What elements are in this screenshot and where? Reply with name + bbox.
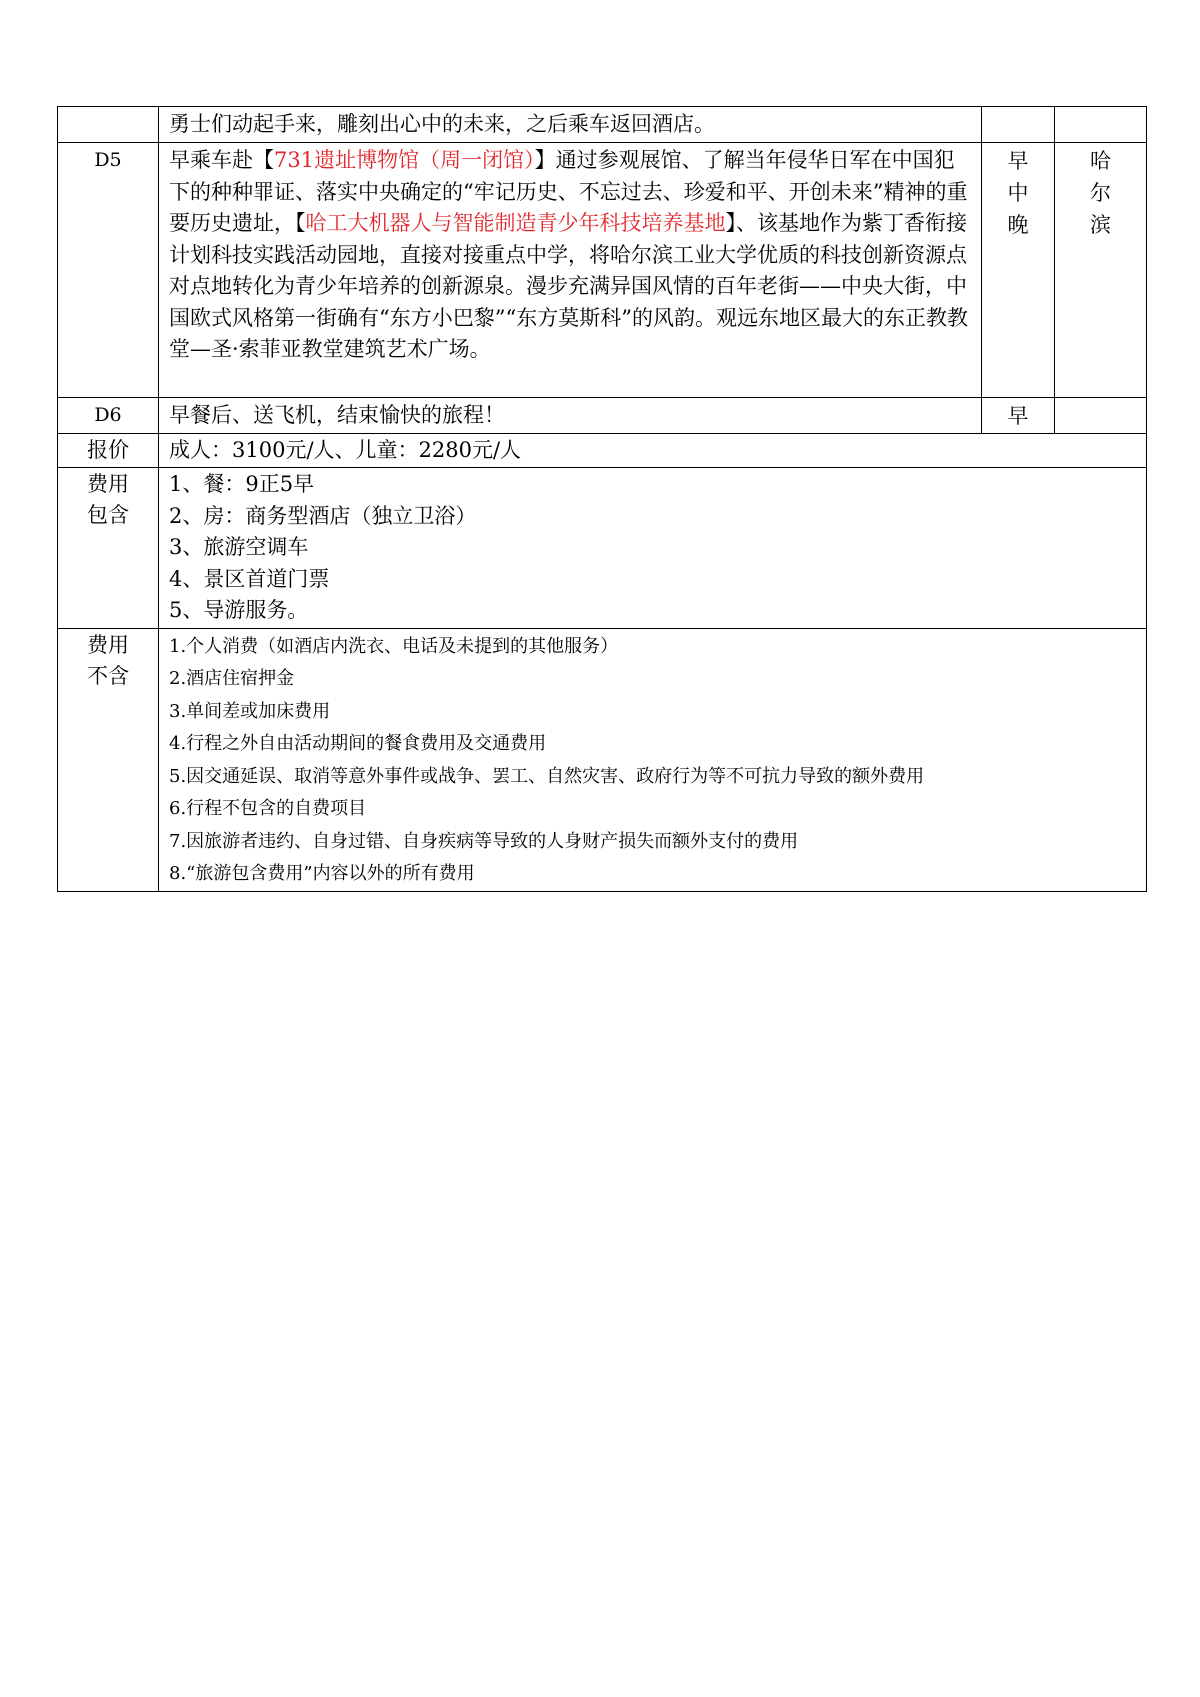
price-text: 成人：3100元/人、儿童：2280元/人 [159,433,1147,468]
meal-lunch: 中 [1007,181,1029,205]
hotel-cell [1055,398,1147,434]
excluded-label [58,628,159,891]
list-item: 5.因交通延误、取消等意外事件或战争、罢工、自然灾害、政府行为等不可抗力导致的额外费用 [169,765,925,787]
list-item: 7.因旅游者违约、自身过错、自身疾病等导致的人身财产损失而额外支付的费用 [169,830,799,852]
hotel-cell [1055,107,1147,143]
list-item: 4、景区首道门票 [169,566,330,591]
label-line: 包含 [87,503,129,527]
meal-breakfast: 早 [1007,404,1029,428]
list-item: 6.行程不包含的自费项目 [169,798,367,819]
day-row-d5 [58,143,1147,398]
meal-dinner: 晚 [1007,213,1029,237]
itinerary-text: 早餐后、送飞机，结束愉快的旅程！ [159,398,982,434]
included-list [159,468,1147,629]
day-label: D5 [58,143,159,398]
highlight-base: 哈工大机器人与智能制造青少年科技培养基地 [305,211,726,235]
text-segment: 】、该基地作为紫丁香衔接计划科技实践活动园地，直接对接重点中学，将哈尔滨工业大学优质的科技创新资源点对点地转化为青少年培养的创新源泉。漫步充满异国风情的百年老街——中央大街，中国欧式风格第一街确有“东方小巴黎”“东方莫斯科”的风韵。观远东地区最大的东正教教堂—圣·索菲亚教堂建筑艺术广场。 [169,211,968,361]
price-label: 报价 [58,433,159,468]
list-item: 2、房：商务型酒店（独立卫浴） [169,503,477,528]
label-line: 不含 [87,663,129,688]
included-row [58,468,1147,629]
label-line: 费用 [87,632,129,657]
hotel-char: 滨 [1090,213,1111,237]
itinerary-text [159,143,982,398]
highlight-museum: 731遗址博物馆（周一闭馆） [274,148,535,172]
hotel-cell [1055,143,1147,398]
itinerary-text: 勇士们动起手来，雕刻出心中的未来，之后乘车返回酒店。 [159,107,982,143]
itinerary-table [57,106,1147,892]
label-line: 费用 [87,472,129,496]
excluded-list [159,628,1147,891]
text-segment: 】通过参观展馆、了解当年侵华日军在中国犯下的种种罪证、落实中央确定的“牢记历史、不忘过去、珍爱和平、开创未来”精神的重要历史遗址，【 [169,148,968,235]
day-row-d6 [58,398,1147,434]
price-row [58,433,1147,468]
hotel-char: 哈 [1090,149,1111,173]
continuation-row [58,107,1147,143]
meals-cell [982,398,1055,434]
list-item: 3.单间差或加床费用 [169,700,331,722]
list-item: 3、旅游空调车 [169,535,309,559]
hotel-char: 尔 [1090,181,1111,205]
list-item: 8.“旅游包含费用”内容以外的所有费用 [169,863,475,884]
text-segment: 早乘车赴【 [169,148,274,172]
list-item: 4.行程之外自由活动期间的餐食费用及交通费用 [169,733,547,754]
list-item: 1、餐：9正5早 [169,472,315,496]
day-cell [58,107,159,143]
included-label [58,468,159,629]
meals-cell [982,143,1055,398]
meal-breakfast: 早 [1007,149,1029,173]
list-item: 2.酒店住宿押金 [169,668,295,689]
list-item: 5、导游服务。 [169,598,309,622]
meals-cell [982,107,1055,143]
day-label: D6 [58,398,159,434]
excluded-row [58,628,1147,891]
list-item: 1.个人消费（如酒店内洗衣、电话及未提到的其他服务） [169,635,619,657]
